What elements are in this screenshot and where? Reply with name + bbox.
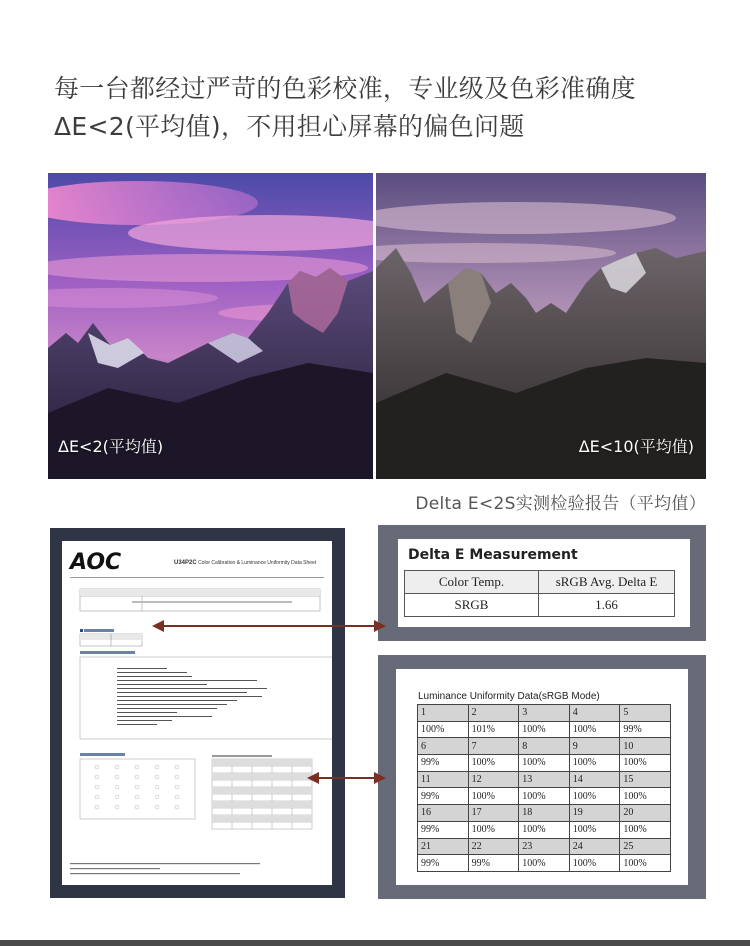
table-cell: 15 xyxy=(620,771,671,788)
luminance-panel xyxy=(378,655,706,899)
luminance-index-row xyxy=(418,705,671,722)
table-cell: 6 xyxy=(418,738,469,755)
delta-e-header-row xyxy=(405,571,675,594)
table-cell: 100% xyxy=(569,788,620,805)
table-cell: 8 xyxy=(519,738,570,755)
delta-e-header-avg: sRGB Avg. Delta E xyxy=(539,571,675,594)
luminance-index-row xyxy=(418,805,671,822)
luminance-index-row xyxy=(418,738,671,755)
table-cell: 100% xyxy=(620,821,671,838)
luminance-connector-arrow xyxy=(305,770,390,790)
table-cell: 7 xyxy=(468,738,519,755)
delta-e-mode-cell: SRGB xyxy=(405,594,539,617)
headline-line-2: ΔE<2(平均值)，不用担心屏幕的偏色问题 xyxy=(54,112,525,141)
table-cell: 23 xyxy=(519,838,570,855)
table-cell: 16 xyxy=(418,805,469,822)
headline xyxy=(54,70,636,146)
luminance-index-row xyxy=(418,771,671,788)
table-cell: 5 xyxy=(620,705,671,722)
uncalibrated-photo xyxy=(376,173,706,479)
table-cell: 100% xyxy=(620,788,671,805)
aoc-logo: AOC xyxy=(70,550,122,575)
table-cell: 20 xyxy=(620,805,671,822)
delta-e-card xyxy=(398,539,690,627)
table-cell: 99% xyxy=(418,755,469,772)
table-cell: 17 xyxy=(468,805,519,822)
table-cell: 4 xyxy=(569,705,620,722)
table-cell: 25 xyxy=(620,838,671,855)
table-cell: 19 xyxy=(569,805,620,822)
table-cell: 100% xyxy=(519,821,570,838)
table-cell: 100% xyxy=(519,855,570,872)
delta-e-table xyxy=(404,570,675,617)
luminance-table xyxy=(417,704,671,872)
table-cell: 99% xyxy=(620,721,671,738)
table-cell: 99% xyxy=(418,788,469,805)
table-cell: 100% xyxy=(569,821,620,838)
table-cell: 24 xyxy=(569,838,620,855)
delta-e-data-row xyxy=(405,594,675,617)
table-cell: 99% xyxy=(418,821,469,838)
table-cell: 18 xyxy=(519,805,570,822)
delta-e-title: Delta E Measurement xyxy=(408,547,578,563)
report-sheet-frame xyxy=(50,528,345,898)
table-cell: 100% xyxy=(569,721,620,738)
luminance-card xyxy=(396,669,688,885)
report-sheet xyxy=(62,541,332,885)
luminance-value-row xyxy=(418,788,671,805)
table-cell: 13 xyxy=(519,771,570,788)
table-cell: 22 xyxy=(468,838,519,855)
table-cell: 100% xyxy=(519,721,570,738)
table-cell: 3 xyxy=(519,705,570,722)
table-cell: 100% xyxy=(468,821,519,838)
report-caption: Delta E<2S实测检验报告（平均值） xyxy=(415,494,706,514)
table-cell: 100% xyxy=(468,788,519,805)
table-cell: 100% xyxy=(519,788,570,805)
table-cell: 100% xyxy=(418,721,469,738)
delta-e-value-cell: 1.66 xyxy=(539,594,675,617)
delta-e-panel xyxy=(378,525,706,641)
table-cell: 21 xyxy=(418,838,469,855)
table-cell: 100% xyxy=(569,755,620,772)
table-cell: 100% xyxy=(569,855,620,872)
delta-e-header-color-temp: Color Temp. xyxy=(405,571,539,594)
table-cell: 14 xyxy=(569,771,620,788)
sheet-model: U34P2C xyxy=(174,560,197,566)
table-cell: 11 xyxy=(418,771,469,788)
table-cell: 100% xyxy=(519,755,570,772)
table-cell: 9 xyxy=(569,738,620,755)
sheet-placeholder-graphics xyxy=(62,541,332,885)
table-cell: 100% xyxy=(620,855,671,872)
table-cell: 101% xyxy=(468,721,519,738)
luminance-title: Luminance Uniformity Data(sRGB Mode) xyxy=(418,691,600,702)
bottom-divider xyxy=(0,940,750,946)
table-cell: 12 xyxy=(468,771,519,788)
uncalibrated-label: ΔE<10(平均值) xyxy=(578,437,694,456)
table-cell: 99% xyxy=(468,855,519,872)
calibrated-photo xyxy=(48,173,373,479)
table-cell: 10 xyxy=(620,738,671,755)
luminance-value-row xyxy=(418,855,671,872)
headline-line-1: 每一台都经过严苛的色彩校准，专业级及色彩准确度 xyxy=(54,74,636,103)
table-cell: 2 xyxy=(468,705,519,722)
table-cell: 100% xyxy=(620,755,671,772)
sheet-title-text: Color Calibration & Luminance Uniformity Data Sheet xyxy=(198,560,317,566)
luminance-index-row xyxy=(418,838,671,855)
luminance-value-row xyxy=(418,755,671,772)
luminance-value-row xyxy=(418,721,671,738)
table-cell: 99% xyxy=(418,855,469,872)
table-cell: 1 xyxy=(418,705,469,722)
delta-e-connector-arrow xyxy=(150,618,390,638)
luminance-value-row xyxy=(418,821,671,838)
calibrated-label: ΔE<2(平均值) xyxy=(58,437,164,456)
table-cell: 100% xyxy=(468,755,519,772)
